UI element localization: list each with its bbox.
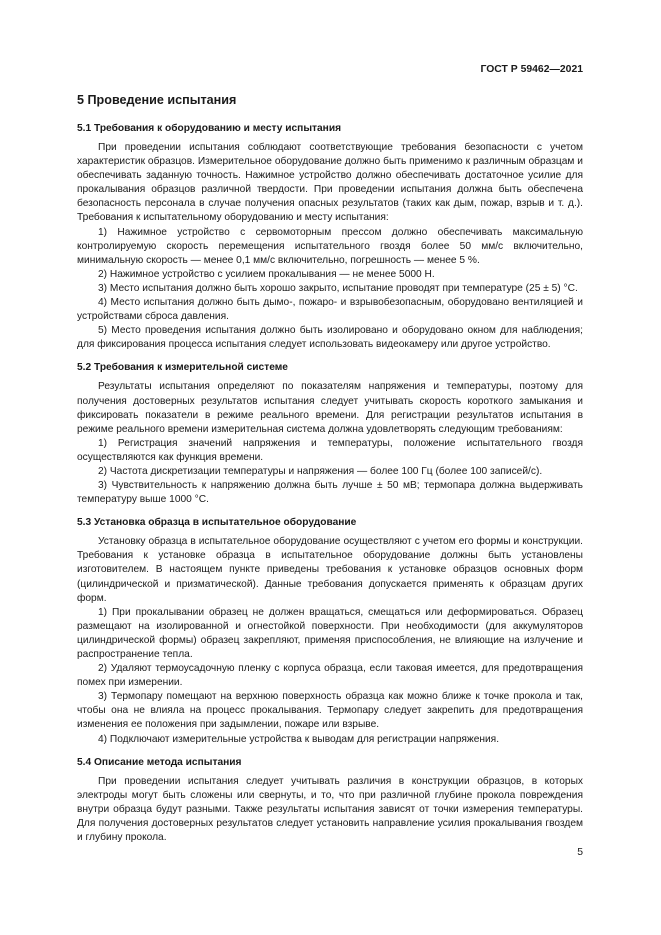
subsection-5-1: [77, 122, 583, 352]
subsection-title: 5.2 Требования к измерительной системе: [77, 362, 288, 374]
list-item: 2) Удаляют термоусадочную пленку с корпуса образца, если таковая имеется, для предотвращения помех при измерении.: [77, 663, 583, 689]
list-item: 3) Термопару помещают на верхнюю поверхность образца как можно ближе к точке прокола и так, чтобы она не влияла на процесс прокалывания. Термопару следует закрепить для предотвращения изменения ее положения при задымлении, пожаре или взрыве.: [77, 691, 583, 731]
list-item: 1) Нажимное устройство с сервомоторным прессом должно обеспечивать максимальную контролируемую скорость перемещения испытательного гвоздя более 50 мм/с включительно, минимальную скорость — менее 0,1 мм/с включительно, погрешность — менее 5 %.: [77, 226, 583, 266]
standard-code: ГОСТ Р 59462—2021: [480, 64, 583, 75]
page-content: [77, 92, 583, 854]
list-item: 1) Регистрация значений напряжения и температуры, положение испытательного гвоздя осуществляются как функция времени.: [77, 437, 583, 463]
paragraph: Результаты испытания определяют по показателям напряжения и температуры, поэтому для получения достоверных результатов испытания следует учитывать скорость короткого замыкания и фиксировать показатели в режиме реального времени. Для регистрации результатов испытания в режиме реального времени измерительная система должна удовлетворять следующим требованиям:: [77, 381, 583, 435]
list-item: 4) Место испытания должно быть дымо-, пожаро- и взрывобезопасным, оборудовано вентиляцией и устройствами сброса давления.: [77, 297, 583, 323]
paragraph: При проведении испытания соблюдают соответствующие требования безопасности с учетом характеристик образцов. Измерительное оборудование должно быть применимо к различным образцам и обеспечивать заданную точность. Нажимное устройство должно обеспечивать достаточное усилие для прокалывания образцов различной твердости. При проведении испытания должна быть обеспечена безопасность персонала в случае получения опасных результатов (таких как дым, пожар, взрыв и т. д.). Требования к испытательному оборудованию и месту испытания:: [77, 142, 583, 224]
subsection-title: 5.4 Описание метода испытания: [77, 756, 242, 768]
section-title: 5 Проведение испытания: [77, 93, 237, 107]
list-item: 3) Чувствительность к напряжению должна быть лучше ± 50 мВ; термопара должна выдерживать температуру выше 1000 °C.: [77, 480, 583, 506]
page-number: 5: [577, 847, 583, 858]
list-item: 2) Нажимное устройство с усилием прокалывания — не менее 5000 Н.: [98, 268, 435, 280]
paragraph: Установку образца в испытательное оборудование осуществляют с учетом его формы и конструкции. Требования к установке образца в испытательное оборудование должны быть установлены изготовителем. В настоящем пункте приведены требования к установке образцов основных форм (цилиндрической и призматической). Данные требования допускается применять к образцам других форм.: [77, 536, 583, 604]
list-item: 2) Частота дискретизации температуры и напряжения — более 100 Гц (более 100 записей/с).: [98, 465, 543, 477]
paragraph: При проведении испытания следует учитывать различия в конструкции образцов, в которых электроды могут быть сложены или свернуты, и то, что при различной глубине прокола повреждения внутри образца будут разными. Также результаты испытания зависят от точки измерения температуры. Для получения достоверных результатов следует установить направление усилия прокалывания гвоздем и глубину прокола.: [77, 775, 583, 844]
list-item: 5) Место проведения испытания должно быть изолировано и оборудовано окном для наблюдения; для фиксирования процесса испытания следует использовать видеокамеру или другое устройство.: [77, 325, 583, 351]
subsection-5-4: [77, 756, 583, 845]
list-item: 1) При прокалывании образец не должен вращаться, смещаться или деформироваться. Образец размещают на изолированной и огнестойкой поверхности. При необходимости (для аккумуляторов цилиндрической формы) образец закрепляют, применяя приспособления, не влияющие на излучение и распространение тепла.: [77, 606, 583, 660]
subsection-title: 5.1 Требования к оборудованию и месту испытания: [77, 123, 342, 134]
subsection-5-2: [77, 361, 583, 507]
list-item: 4) Подключают измерительные устройства к выводам для регистрации напряжения.: [98, 733, 500, 745]
list-item: 3) Место испытания должно быть хорошо закрыто, испытание проводят при температуре (25 ± 5) °C.: [98, 282, 578, 294]
subsection-5-3: [77, 516, 583, 746]
subsection-title: 5.3 Установка образца в испытательное оборудование: [77, 517, 357, 529]
